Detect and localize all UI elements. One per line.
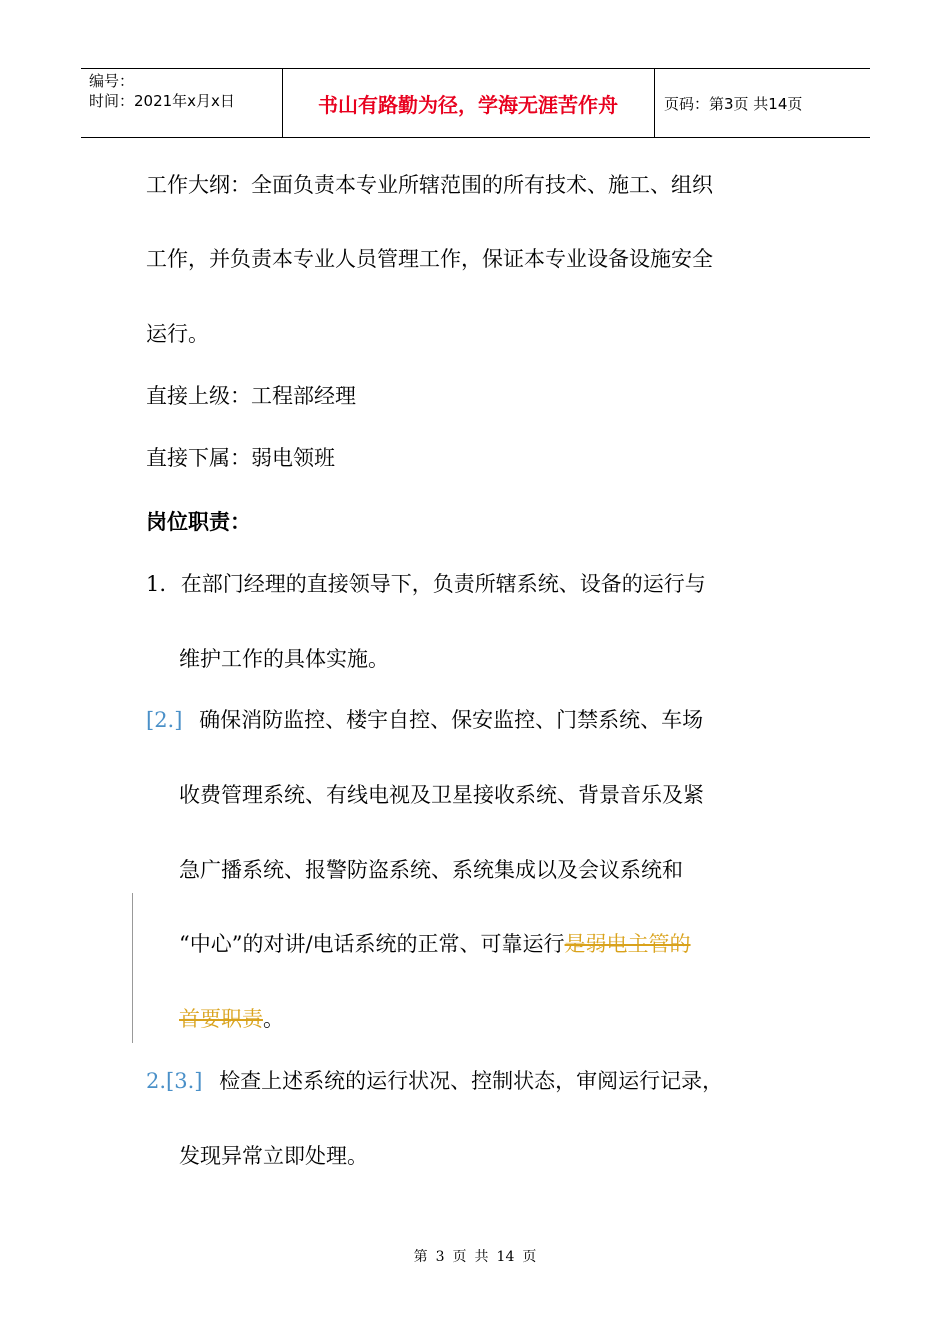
direct-subordinate: 直接下属：弱电领班 <box>146 446 335 470</box>
footer-word: 第 <box>413 1249 428 1265</box>
revision-list-number: [2.] <box>146 708 183 732</box>
header-divider <box>654 69 655 137</box>
revision-list-number: 2.[3.] <box>146 1069 203 1093</box>
deleted-text: 首要职责 <box>179 1007 263 1031</box>
duty-item-1 <box>146 569 706 599</box>
page-footer <box>0 1246 950 1266</box>
header-motto: 书山有路勤为径，学海无涯苦作舟 <box>318 92 618 117</box>
duty-text <box>179 929 691 959</box>
duty-text: 发现异常立即处理。 <box>179 1144 368 1168</box>
duty-text: 确保消防监控、楼宇自控、保安监控、门禁系统、车场 <box>199 708 704 732</box>
header-info <box>89 71 235 111</box>
list-number: 1. <box>146 572 167 596</box>
footer-word: 页 <box>452 1249 467 1265</box>
duty-text: 急广播系统、报警防盗系统、系统集成以及会议系统和 <box>179 858 683 882</box>
footer-word: 页 <box>522 1249 537 1265</box>
direct-superior: 直接上级：工程部经理 <box>146 384 356 408</box>
duty-item-3 <box>146 1066 723 1096</box>
duty-text: 在部门经理的直接领导下，负责所辖系统、设备的运行与 <box>180 572 706 596</box>
outline-line: 运行。 <box>146 322 209 346</box>
duty-text: 收费管理系统、有线电视及卫星接收系统、背景音乐及紧 <box>179 783 704 807</box>
duty-text-kept: “中心”的对讲/电话系统的正常、可靠运行 <box>179 932 565 956</box>
footer-page-number: 3 <box>435 1249 445 1265</box>
duty-text: 维护工作的具体实施。 <box>179 647 389 671</box>
footer-total-pages: 14 <box>496 1249 515 1265</box>
duty-text <box>179 1004 284 1034</box>
deleted-text: 是弱电主管的 <box>564 932 691 956</box>
document-number-label: 编号： <box>89 72 135 90</box>
page-header <box>81 68 870 138</box>
header-page-label: 页码：第3页 共14页 <box>664 94 803 113</box>
outline-line: 工作，并负责本专业人员管理工作，保证本专业设备设施安全 <box>146 247 713 271</box>
revision-change-bar <box>132 893 133 1043</box>
duty-item-2 <box>146 705 703 735</box>
duties-heading: 岗位职责： <box>146 510 251 534</box>
duty-text: 检查上述系统的运行状况、控制状态，审阅运行记录， <box>219 1069 724 1093</box>
outline-line: 工作大纲：全面负责本专业所辖范围的所有技术、施工、组织 <box>146 173 713 197</box>
duty-text-kept: 。 <box>263 1007 284 1031</box>
footer-word: 共 <box>474 1249 489 1265</box>
document-time-label: 时间：2021年x月x日 <box>89 92 235 110</box>
